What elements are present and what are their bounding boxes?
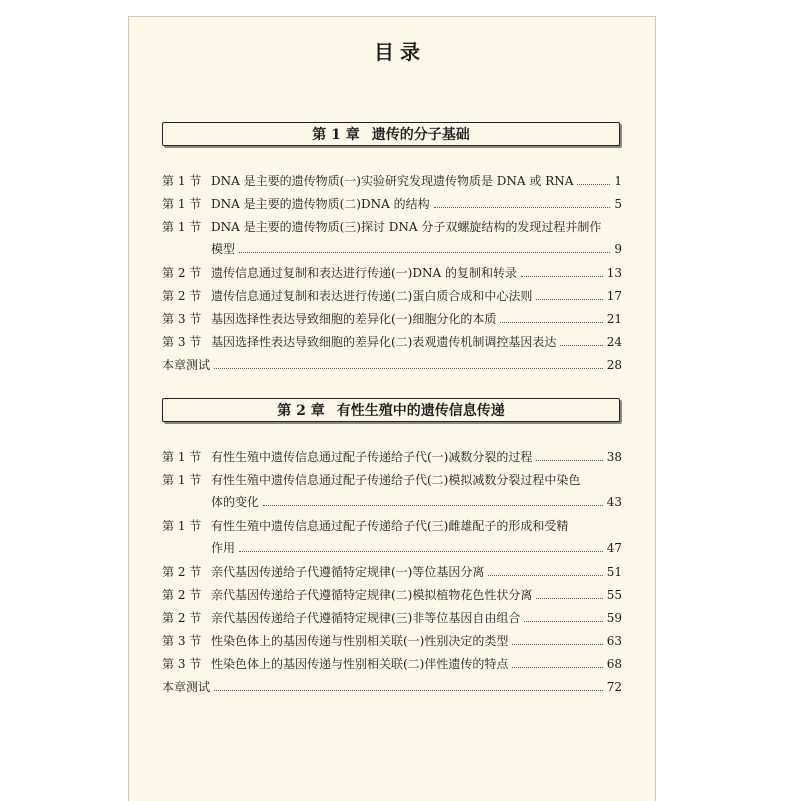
- section-number: 第 3 节: [162, 634, 202, 648]
- section-number: 第 3 节: [162, 657, 202, 671]
- page-number: 59: [606, 611, 622, 625]
- entry-last-line: [211, 174, 622, 188]
- page-number: 43: [606, 495, 622, 509]
- entry-last-line: [211, 197, 622, 211]
- page-number: 47: [606, 541, 622, 555]
- entry-title-line: 基因选择性表达导致细胞的差异化(二)表观遗传机制调控基因表达: [211, 335, 557, 349]
- entry-last-line: [211, 289, 622, 303]
- toc-entry[interactable]: [162, 220, 622, 264]
- entry-last-line: [211, 611, 622, 625]
- section-number: 第 1 节: [162, 473, 202, 487]
- section-number: 第 1 节: [162, 197, 202, 211]
- entry-title-line: 性染色体上的基因传递与性别相关联(一)性别决定的类型: [211, 634, 509, 648]
- page-number: 63: [606, 634, 622, 648]
- page-number: 9: [614, 242, 622, 256]
- page-number: 17: [606, 289, 622, 303]
- section-number: 第 1 节: [162, 519, 202, 533]
- toc-entry[interactable]: [162, 335, 622, 357]
- dot-leader: [500, 321, 602, 323]
- entry-title-line: 亲代基因传递给子代遵循特定规律(三)非等位基因自由组合: [211, 611, 521, 625]
- chapter-test-entry[interactable]: [162, 680, 622, 694]
- entry-title-line: DNA 是主要的遗传物质(二)DNA 的结构: [211, 197, 430, 211]
- section-number: 第 1 节: [162, 450, 202, 464]
- toc-entry[interactable]: [162, 266, 622, 288]
- dot-leader: [560, 344, 602, 346]
- entry-last-line: [211, 657, 622, 671]
- dot-leader: [512, 643, 602, 645]
- section-number: 第 1 节: [162, 220, 202, 234]
- entry-title-line: DNA 是主要的遗传物质(三)探讨 DNA 分子双螺旋结构的发现过程并制作: [211, 220, 602, 234]
- entry-title-line: 有性生殖中遗传信息通过配子传递给子代(一)减数分裂的过程: [211, 450, 533, 464]
- dot-leader: [263, 504, 603, 506]
- section-number: 第 2 节: [162, 565, 202, 579]
- chapter-title: 有性生殖中的遗传信息传递: [336, 403, 505, 419]
- chapter-test-label: 本章测试: [162, 680, 211, 694]
- page-number: 5: [614, 197, 622, 211]
- page-title: 目录: [374, 40, 426, 64]
- toc-entry[interactable]: [162, 565, 622, 587]
- toc-entry[interactable]: [162, 473, 622, 517]
- entry-last-line: [211, 242, 622, 256]
- entry-title-line: 亲代基因传递给子代遵循特定规律(二)模拟植物花色性状分离: [211, 588, 533, 602]
- chapter-heading: [162, 398, 620, 422]
- section-number: 第 2 节: [162, 611, 202, 625]
- page-number: 55: [606, 588, 622, 602]
- dot-leader: [214, 367, 603, 369]
- chapter-title: 遗传的分子基础: [371, 127, 470, 143]
- entry-last-line: [211, 495, 622, 509]
- toc-entry[interactable]: [162, 197, 622, 219]
- entry-last-line: [211, 266, 622, 280]
- entry-title-line: 作用: [211, 541, 236, 555]
- toc-entry[interactable]: [162, 174, 622, 196]
- page-number: 72: [606, 680, 622, 694]
- entry-last-line: [211, 450, 622, 464]
- dot-leader: [214, 689, 603, 691]
- section-number: 第 2 节: [162, 588, 202, 602]
- dot-leader: [577, 183, 610, 185]
- dot-leader: [524, 620, 602, 622]
- entry-last-line: [211, 312, 622, 326]
- section-number: 第 1 节: [162, 174, 202, 188]
- page-number: 24: [606, 335, 622, 349]
- chapter-number: 第 1 章: [312, 127, 360, 143]
- entry-last-line: [211, 335, 622, 349]
- entry-title-line: 有性生殖中遗传信息通过配子传递给子代(三)雌雄配子的形成和受精: [211, 519, 569, 533]
- toc-entry[interactable]: [162, 634, 622, 656]
- section-number: 第 2 节: [162, 289, 202, 303]
- page-number: 28: [606, 358, 622, 372]
- dot-leader: [512, 666, 602, 668]
- entry-title-line: DNA 是主要的遗传物质(一)实验研究发现遗传物质是 DNA 或 RNA: [211, 174, 574, 188]
- chapter-heading: [162, 122, 620, 146]
- page-number: 1: [614, 174, 622, 188]
- entry-title-line: 体的变化: [211, 495, 260, 509]
- entry-title-line: 性染色体上的基因传递与性别相关联(二)伴性遗传的特点: [211, 657, 509, 671]
- toc-entry[interactable]: [162, 312, 622, 334]
- toc-entry[interactable]: [162, 450, 622, 472]
- entry-title-line: 模型: [211, 242, 236, 256]
- toc-entry[interactable]: [162, 519, 622, 563]
- entry-title-line: 遗传信息通过复制和表达进行传递(一)DNA 的复制和转录: [211, 266, 517, 280]
- entry-title-line: 有性生殖中遗传信息通过配子传递给子代(二)模拟减数分裂过程中染色: [211, 473, 581, 487]
- page-number: 13: [606, 266, 622, 280]
- entry-title-line: 遗传信息通过复制和表达进行传递(二)蛋白质合成和中心法则: [211, 289, 533, 303]
- dot-leader: [434, 206, 610, 208]
- entry-last-line: [211, 634, 622, 648]
- entry-last-line: [211, 588, 622, 602]
- chapter-test-label: 本章测试: [162, 358, 211, 372]
- chapter-number: 第 2 章: [277, 403, 325, 419]
- entry-title-line: 亲代基因传递给子代遵循特定规律(一)等位基因分离: [211, 565, 485, 579]
- dot-leader: [536, 597, 602, 599]
- dot-leader: [239, 550, 603, 552]
- page-number: 68: [606, 657, 622, 671]
- page-number: 21: [606, 312, 622, 326]
- dot-leader: [536, 298, 602, 300]
- dot-leader: [239, 251, 610, 253]
- chapter-test-entry[interactable]: [162, 358, 622, 372]
- toc-entry[interactable]: [162, 289, 622, 311]
- section-number: 第 2 节: [162, 266, 202, 280]
- section-number: 第 3 节: [162, 335, 202, 349]
- entry-last-line: [211, 565, 622, 579]
- entry-last-line: [211, 541, 622, 555]
- section-number: 第 3 节: [162, 312, 202, 326]
- toc-entry[interactable]: [162, 611, 622, 633]
- page-number: 38: [606, 450, 622, 464]
- dot-leader: [488, 574, 602, 576]
- entry-title-line: 基因选择性表达导致细胞的差异化(一)细胞分化的本质: [211, 312, 497, 326]
- dot-leader: [521, 275, 603, 277]
- toc-entry[interactable]: [162, 588, 622, 610]
- page-number: 51: [606, 565, 622, 579]
- dot-leader: [536, 459, 602, 461]
- toc-entry[interactable]: [162, 657, 622, 679]
